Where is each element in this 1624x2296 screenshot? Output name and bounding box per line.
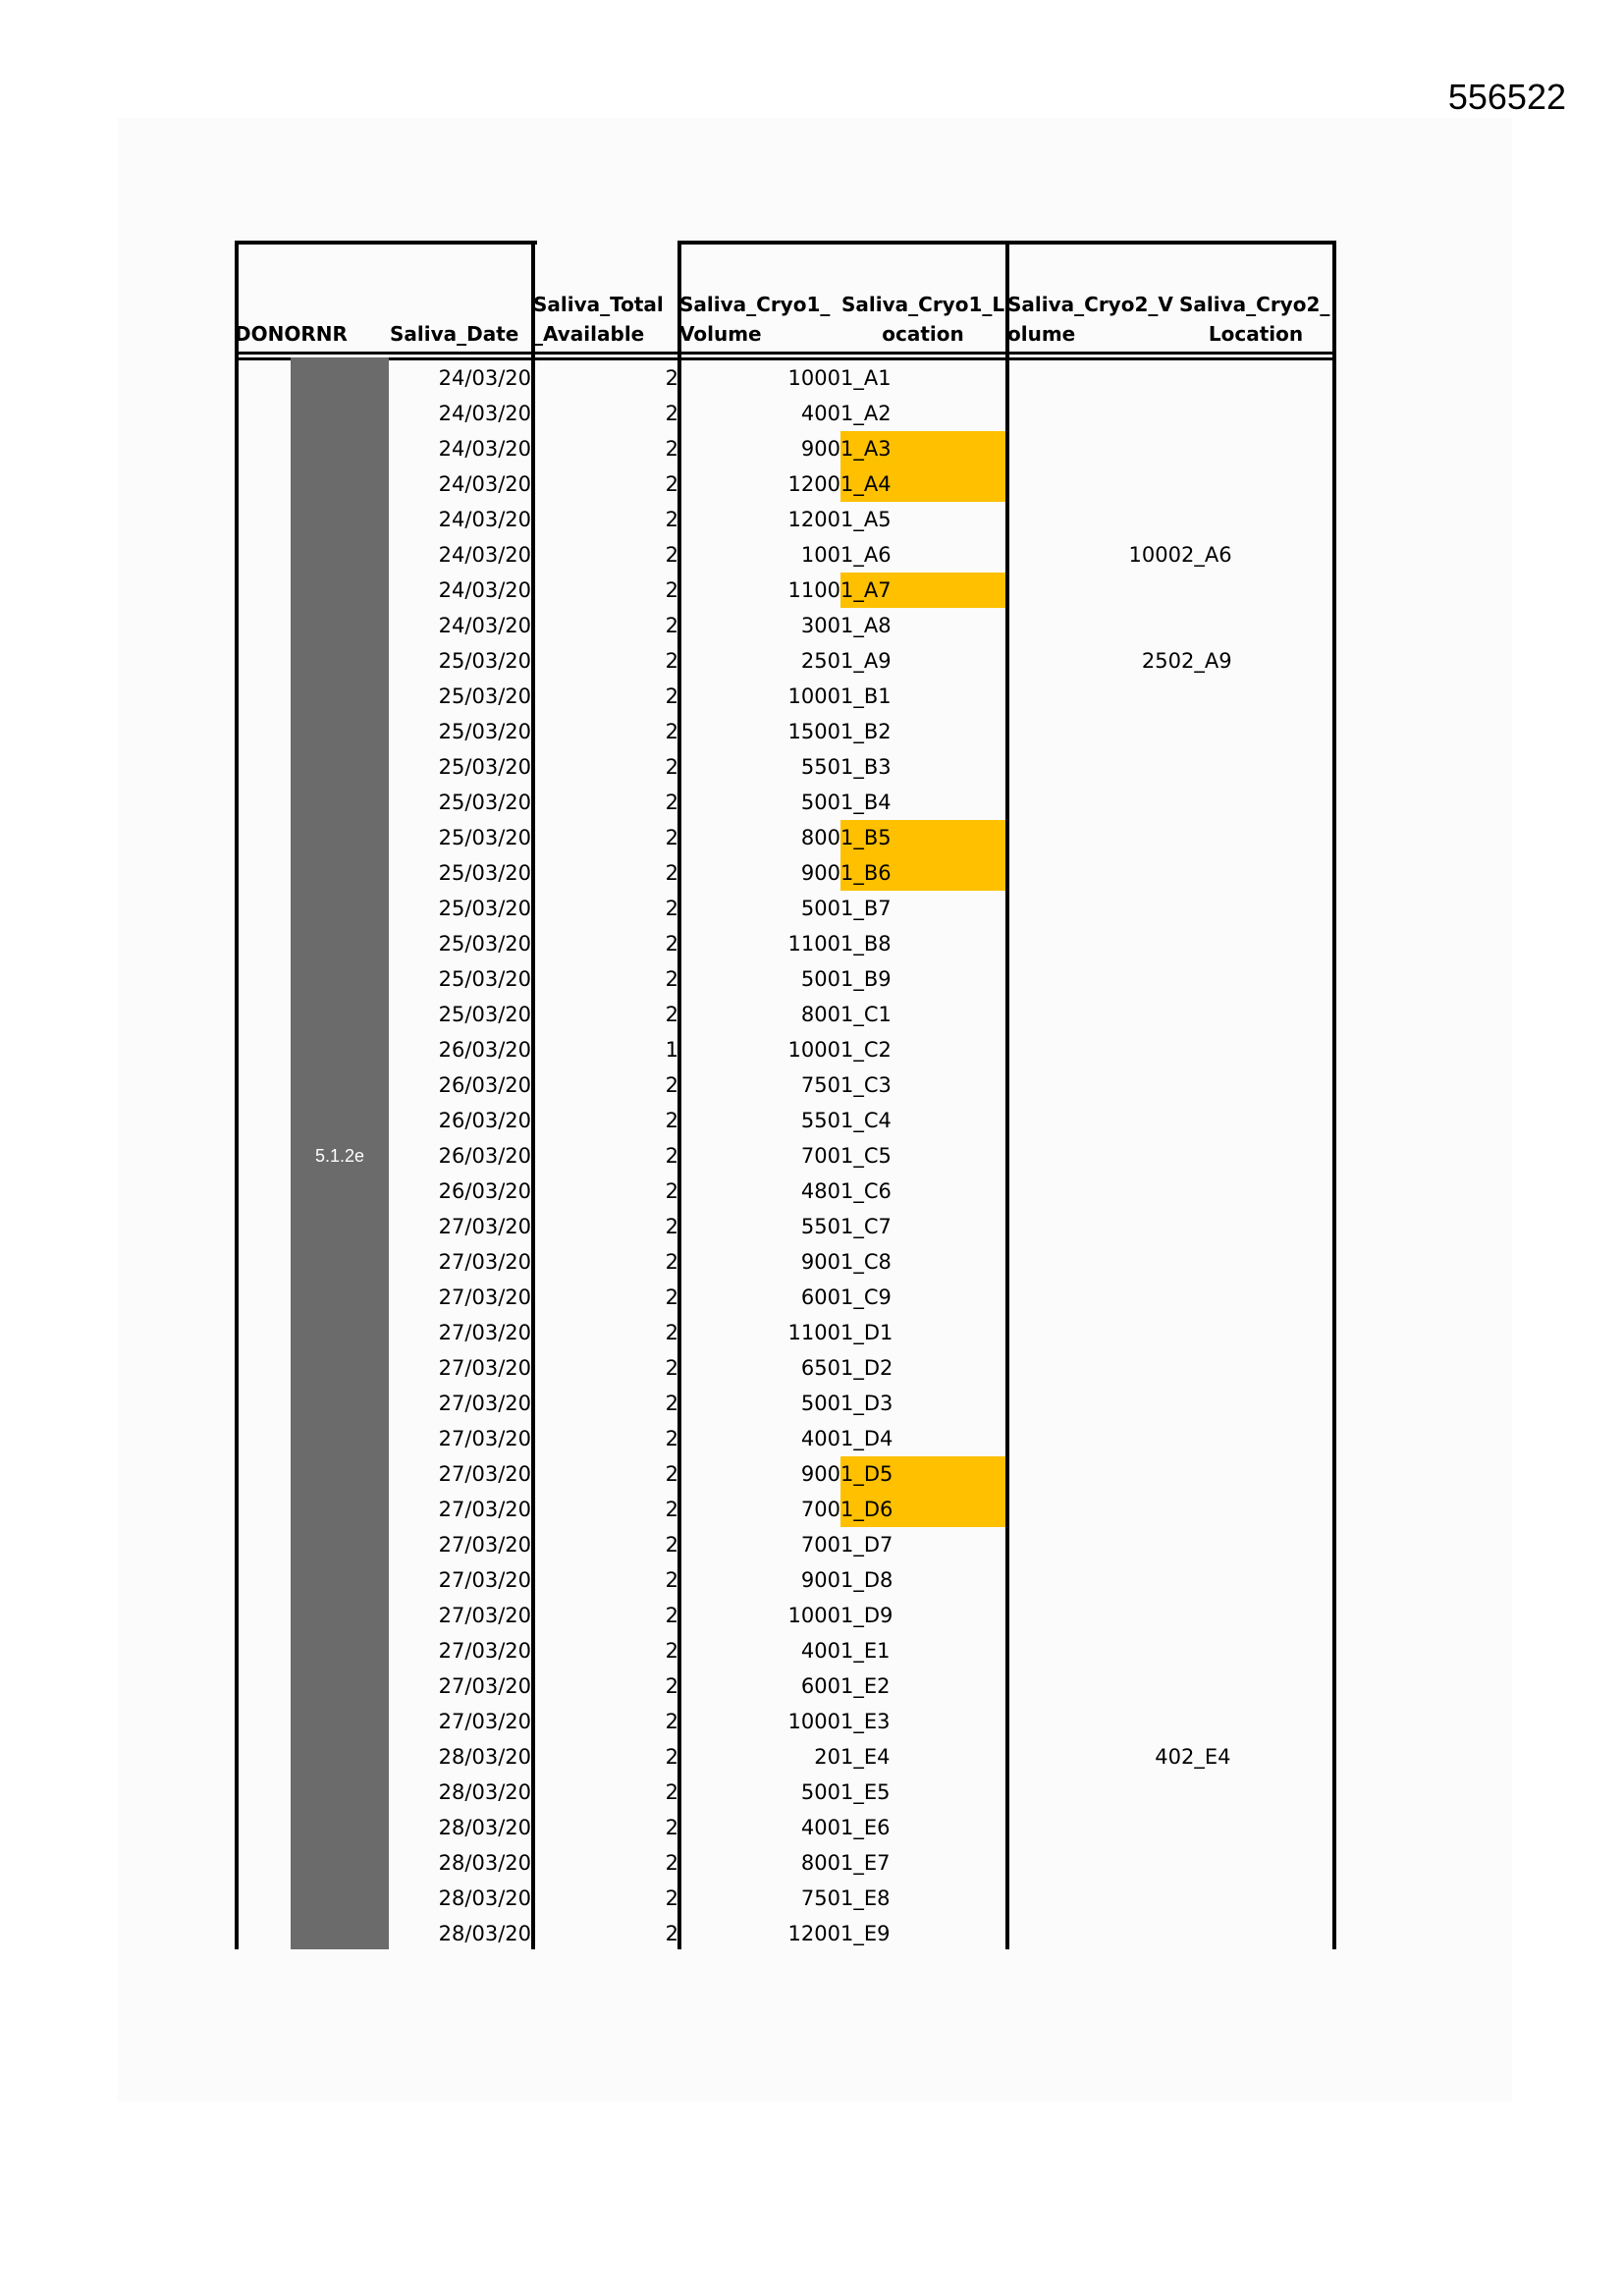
cell-cryo1-volume: 800	[800, 1003, 840, 1026]
cell-saliva-date: 28/03/20	[438, 1780, 531, 1804]
cell-cryo1-volume: 700	[800, 1144, 840, 1168]
cell-cryo1-volume: 100	[800, 543, 840, 567]
cell-cryo1-location: 1_C9	[840, 1285, 892, 1309]
cell-cryo1-location: 1_E8	[840, 1886, 891, 1910]
table-row	[235, 891, 1336, 926]
header-total-line1: Saliva_Total	[533, 293, 664, 316]
cell-total-available: 2	[665, 1886, 678, 1910]
cell-cryo1-volume: 400	[800, 1816, 840, 1839]
cell-saliva-date: 27/03/20	[438, 1710, 531, 1733]
cell-total-available: 2	[665, 1392, 678, 1415]
cell-saliva-date: 24/03/20	[438, 366, 531, 390]
table-row	[235, 997, 1336, 1032]
table-top-border-left	[235, 241, 537, 245]
cell-cryo1-volume: 1000	[787, 1604, 840, 1627]
cell-cryo1-volume: 1200	[787, 508, 840, 531]
cell-cryo1-volume: 900	[800, 861, 840, 885]
cell-saliva-date: 26/03/20	[438, 1038, 531, 1062]
cell-saliva-date: 27/03/20	[438, 1285, 531, 1309]
cell-total-available: 2	[665, 755, 678, 779]
cell-cryo1-volume: 1100	[787, 578, 840, 602]
cell-saliva-date: 27/03/20	[438, 1533, 531, 1557]
cell-cryo1-volume: 600	[800, 1285, 840, 1309]
cell-total-available: 2	[665, 614, 678, 637]
cell-cryo1-location: 1_A4	[840, 472, 892, 496]
cell-total-available: 2	[665, 1851, 678, 1875]
cell-cryo1-location: 1_A7	[840, 578, 892, 602]
cell-saliva-date: 24/03/20	[438, 614, 531, 637]
cell-cryo1-location: 1_D6	[840, 1498, 893, 1521]
cell-saliva-date: 25/03/20	[438, 1003, 531, 1026]
cell-total-available: 2	[665, 1639, 678, 1663]
table-row	[235, 1386, 1336, 1421]
table-row	[235, 573, 1336, 608]
table-row	[235, 1739, 1336, 1775]
cell-cryo1-location: 1_B6	[840, 861, 892, 885]
table-row	[235, 1350, 1336, 1386]
cell-cryo1-location: 1_B5	[840, 826, 892, 849]
cell-saliva-date: 28/03/20	[438, 1816, 531, 1839]
document-id: 556522	[1447, 77, 1566, 117]
cell-cryo2-location: 2_A6	[1181, 543, 1232, 567]
header-total-line2: _Available	[533, 322, 645, 346]
cell-cryo1-volume: 1500	[787, 720, 840, 743]
cell-saliva-date: 26/03/20	[438, 1109, 531, 1132]
cell-total-available: 2	[665, 1073, 678, 1097]
cell-total-available: 2	[665, 1179, 678, 1203]
cell-total-available: 2	[665, 1109, 678, 1132]
cell-cryo1-volume: 1000	[787, 1038, 840, 1062]
cell-total-available: 2	[665, 1215, 678, 1238]
cell-saliva-date: 25/03/20	[438, 897, 531, 920]
cell-total-available: 2	[665, 1498, 678, 1521]
cell-cryo1-location: 1_E9	[840, 1922, 891, 1945]
cell-total-available: 2	[665, 1922, 678, 1945]
table-row	[235, 1916, 1336, 1951]
cell-saliva-date: 25/03/20	[438, 755, 531, 779]
table-row	[235, 1562, 1336, 1598]
cell-total-available: 2	[665, 543, 678, 567]
table-row	[235, 1527, 1336, 1562]
header-cryo1-volume-line2: Volume	[679, 322, 762, 346]
cell-cryo1-volume: 550	[800, 1215, 840, 1238]
cell-saliva-date: 27/03/20	[438, 1321, 531, 1344]
cell-total-available: 2	[665, 366, 678, 390]
cell-cryo1-location: 1_C3	[840, 1073, 892, 1097]
cell-total-available: 2	[665, 1356, 678, 1380]
cell-cryo1-volume: 900	[800, 1568, 840, 1592]
table-row	[235, 1032, 1336, 1067]
cell-cryo1-location: 1_D3	[840, 1392, 893, 1415]
table-row	[235, 1315, 1336, 1350]
cell-saliva-date: 25/03/20	[438, 684, 531, 708]
cell-saliva-date: 28/03/20	[438, 1886, 531, 1910]
cell-cryo1-location: 1_D1	[840, 1321, 893, 1344]
table-row	[235, 502, 1336, 537]
cell-cryo1-location: 1_C8	[840, 1250, 892, 1274]
cell-total-available: 2	[665, 1816, 678, 1839]
header-donornr: DONORNR	[235, 322, 348, 346]
cell-cryo1-volume: 500	[800, 967, 840, 991]
cell-cryo1-volume: 650	[800, 1356, 840, 1380]
cell-cryo1-volume: 750	[800, 1886, 840, 1910]
cell-cryo1-volume: 500	[800, 897, 840, 920]
cell-cryo1-location: 1_E5	[840, 1780, 891, 1804]
table-row	[235, 1280, 1336, 1315]
cell-cryo1-volume: 800	[800, 1851, 840, 1875]
header-divider-upper	[235, 352, 1336, 355]
cell-total-available: 2	[665, 508, 678, 531]
cell-cryo1-location: 1_D9	[840, 1604, 893, 1627]
cell-cryo1-location: 1_C2	[840, 1038, 892, 1062]
cell-saliva-date: 25/03/20	[438, 932, 531, 956]
cell-cryo1-volume: 1000	[787, 366, 840, 390]
table-row	[235, 714, 1336, 749]
cell-cryo1-location: 1_D7	[840, 1533, 893, 1557]
cell-total-available: 2	[665, 578, 678, 602]
table-row	[235, 1103, 1336, 1138]
cell-saliva-date: 27/03/20	[438, 1215, 531, 1238]
table-row	[235, 961, 1336, 997]
cell-cryo1-location: 1_C7	[840, 1215, 892, 1238]
cell-saliva-date: 25/03/20	[438, 861, 531, 885]
table-row	[235, 1633, 1336, 1668]
table-row	[235, 679, 1336, 714]
cell-cryo1-volume: 400	[800, 1639, 840, 1663]
cell-cryo1-location: 1_E3	[840, 1710, 891, 1733]
table-row	[235, 1174, 1336, 1209]
table-row	[235, 1492, 1336, 1527]
cell-saliva-date: 24/03/20	[438, 437, 531, 461]
cell-total-available: 2	[665, 1745, 678, 1769]
cell-cryo1-volume: 700	[800, 1533, 840, 1557]
cell-saliva-date: 24/03/20	[438, 578, 531, 602]
cell-saliva-date: 24/03/20	[438, 472, 531, 496]
cell-saliva-date: 27/03/20	[438, 1250, 531, 1274]
cell-total-available: 2	[665, 720, 678, 743]
cell-saliva-date: 28/03/20	[438, 1745, 531, 1769]
cell-cryo1-location: 1_A5	[840, 508, 892, 531]
table-row	[235, 537, 1336, 573]
cell-cryo1-volume: 500	[800, 791, 840, 814]
cell-saliva-date: 27/03/20	[438, 1392, 531, 1415]
cell-cryo1-volume: 250	[800, 649, 840, 673]
cell-cryo1-location: 1_A1	[840, 366, 892, 390]
cell-cryo1-volume: 400	[800, 1427, 840, 1450]
table-row	[235, 1138, 1336, 1174]
header-cryo1-location-line1: Saliva_Cryo1_L	[841, 293, 1005, 316]
cell-cryo1-location: 1_B1	[840, 684, 892, 708]
cell-cryo2-volume: 1000	[1128, 543, 1181, 567]
cell-cryo1-location: 1_E6	[840, 1816, 891, 1839]
cell-total-available: 2	[665, 1533, 678, 1557]
cell-cryo1-volume: 1100	[787, 1321, 840, 1344]
table-row	[235, 1810, 1336, 1845]
cell-cryo1-volume: 550	[800, 755, 840, 779]
cell-total-available: 2	[665, 826, 678, 849]
cell-cryo2-volume: 40	[1155, 1745, 1181, 1769]
cell-cryo1-location: 1_A6	[840, 543, 892, 567]
cell-saliva-date: 25/03/20	[438, 826, 531, 849]
cell-cryo1-location: 1_B2	[840, 720, 892, 743]
cell-total-available: 2	[665, 437, 678, 461]
header-cryo1-volume-line1: Saliva_Cryo1_	[679, 293, 831, 316]
cell-cryo1-location: 1_E4	[840, 1745, 891, 1769]
table-row	[235, 1704, 1336, 1739]
cell-cryo1-volume: 500	[800, 1780, 840, 1804]
cell-saliva-date: 27/03/20	[438, 1462, 531, 1486]
cell-cryo1-volume: 900	[800, 1462, 840, 1486]
cell-total-available: 2	[665, 1427, 678, 1450]
cell-saliva-date: 27/03/20	[438, 1427, 531, 1450]
table-row	[235, 1598, 1336, 1633]
donor-id-label: 5.1.2e	[314, 1146, 365, 1166]
header-cryo2-volume-line1: Saliva_Cryo2_V	[1007, 293, 1173, 316]
cell-saliva-date: 25/03/20	[438, 791, 531, 814]
cell-total-available: 2	[665, 1568, 678, 1592]
cell-cryo1-location: 1_A8	[840, 614, 892, 637]
table-row	[235, 1668, 1336, 1704]
cell-saliva-date: 27/03/20	[438, 1639, 531, 1663]
cell-cryo1-volume: 500	[800, 1392, 840, 1415]
cell-total-available: 2	[665, 684, 678, 708]
cell-total-available: 2	[665, 472, 678, 496]
cell-total-available: 2	[665, 1604, 678, 1627]
cell-cryo1-location: 1_C1	[840, 1003, 892, 1026]
saliva-table	[235, 241, 1336, 1949]
cell-cryo1-location: 1_A3	[840, 437, 892, 461]
cell-total-available: 2	[665, 967, 678, 991]
cell-total-available: 2	[665, 791, 678, 814]
header-saliva-date: Saliva_Date	[390, 322, 519, 346]
cell-total-available: 2	[665, 402, 678, 425]
table-row	[235, 1421, 1336, 1456]
cell-cryo1-volume: 750	[800, 1073, 840, 1097]
cell-cryo1-location: 1_C6	[840, 1179, 892, 1203]
cell-cryo1-location: 1_D4	[840, 1427, 893, 1450]
cell-cryo1-volume: 600	[800, 1674, 840, 1698]
table-row	[235, 643, 1336, 679]
cell-cryo1-volume: 1000	[787, 684, 840, 708]
table-row	[235, 1881, 1336, 1916]
cell-cryo1-volume: 550	[800, 1109, 840, 1132]
cell-cryo1-location: 1_D2	[840, 1356, 893, 1380]
cell-cryo2-location: 2_A9	[1181, 649, 1232, 673]
cell-cryo1-location: 1_E1	[840, 1639, 891, 1663]
cell-cryo2-volume: 250	[1141, 649, 1181, 673]
cell-cryo1-volume: 1200	[787, 1922, 840, 1945]
table-row	[235, 1775, 1336, 1810]
cell-cryo1-location: 1_B4	[840, 791, 892, 814]
cell-total-available: 2	[665, 932, 678, 956]
table-row	[235, 820, 1336, 855]
cell-total-available: 2	[665, 649, 678, 673]
cell-saliva-date: 24/03/20	[438, 543, 531, 567]
cell-saliva-date: 28/03/20	[438, 1922, 531, 1945]
cell-cryo1-volume: 1200	[787, 472, 840, 496]
cell-total-available: 2	[665, 1285, 678, 1309]
table-row	[235, 1244, 1336, 1280]
table-row	[235, 396, 1336, 431]
cell-cryo1-volume: 300	[800, 614, 840, 637]
cell-total-available: 2	[665, 1144, 678, 1168]
cell-cryo1-location: 1_E2	[840, 1674, 891, 1698]
table-row	[235, 926, 1336, 961]
cell-cryo1-volume: 900	[800, 437, 840, 461]
cell-cryo1-location: 1_B8	[840, 932, 892, 956]
cell-cryo2-location: 2_E4	[1181, 1745, 1231, 1769]
table-row	[235, 1845, 1336, 1881]
table-row	[235, 749, 1336, 785]
header-cryo2-volume-line2: olume	[1007, 322, 1076, 346]
cell-saliva-date: 27/03/20	[438, 1498, 531, 1521]
cell-saliva-date: 26/03/20	[438, 1179, 531, 1203]
table-row	[235, 1456, 1336, 1492]
cell-total-available: 2	[665, 1462, 678, 1486]
cell-cryo1-location: 1_C5	[840, 1144, 892, 1168]
cell-saliva-date: 26/03/20	[438, 1144, 531, 1168]
cell-saliva-date: 27/03/20	[438, 1356, 531, 1380]
cell-total-available: 2	[665, 1250, 678, 1274]
cell-cryo1-volume: 700	[800, 1498, 840, 1521]
cell-cryo1-location: 1_D8	[840, 1568, 893, 1592]
cell-cryo1-volume: 1100	[787, 932, 840, 956]
table-row	[235, 431, 1336, 466]
cell-cryo1-volume: 800	[800, 826, 840, 849]
cell-cryo1-location: 1_A9	[840, 649, 892, 673]
cell-saliva-date: 27/03/20	[438, 1674, 531, 1698]
table-row	[235, 855, 1336, 891]
cell-cryo1-location: 1_D5	[840, 1462, 893, 1486]
cell-total-available: 2	[665, 1003, 678, 1026]
cell-total-available: 1	[665, 1038, 678, 1062]
cell-total-available: 2	[665, 1674, 678, 1698]
table-row	[235, 360, 1336, 396]
cell-total-available: 2	[665, 861, 678, 885]
cell-cryo1-location: 1_B3	[840, 755, 892, 779]
cell-total-available: 2	[665, 897, 678, 920]
header-cryo2-location-line1: Saliva_Cryo2_	[1179, 293, 1330, 316]
cell-cryo1-location: 1_B9	[840, 967, 892, 991]
cell-total-available: 2	[665, 1321, 678, 1344]
cell-cryo1-location: 1_A2	[840, 402, 892, 425]
table-row	[235, 466, 1336, 502]
cell-saliva-date: 24/03/20	[438, 402, 531, 425]
cell-saliva-date: 27/03/20	[438, 1568, 531, 1592]
cell-saliva-date: 24/03/20	[438, 508, 531, 531]
cell-cryo1-volume: 20	[814, 1745, 840, 1769]
cell-total-available: 2	[665, 1710, 678, 1733]
cell-saliva-date: 25/03/20	[438, 967, 531, 991]
cell-cryo1-volume: 400	[800, 402, 840, 425]
table-row	[235, 785, 1336, 820]
cell-cryo1-volume: 480	[800, 1179, 840, 1203]
cell-saliva-date: 26/03/20	[438, 1073, 531, 1097]
table-row	[235, 1209, 1336, 1244]
cell-cryo1-volume: 1000	[787, 1710, 840, 1733]
cell-saliva-date: 25/03/20	[438, 720, 531, 743]
cell-saliva-date: 27/03/20	[438, 1604, 531, 1627]
cell-total-available: 2	[665, 1780, 678, 1804]
cell-saliva-date: 25/03/20	[438, 649, 531, 673]
cell-cryo1-volume: 900	[800, 1250, 840, 1274]
table-row	[235, 1067, 1336, 1103]
cell-cryo1-location: 1_C4	[840, 1109, 892, 1132]
cell-saliva-date: 28/03/20	[438, 1851, 531, 1875]
table-row	[235, 608, 1336, 643]
header-cryo2-location-line2: Location	[1208, 322, 1304, 346]
cell-cryo1-location: 1_B7	[840, 897, 892, 920]
header-cryo1-location-line2: ocation	[882, 322, 964, 346]
cell-cryo1-location: 1_E7	[840, 1851, 891, 1875]
